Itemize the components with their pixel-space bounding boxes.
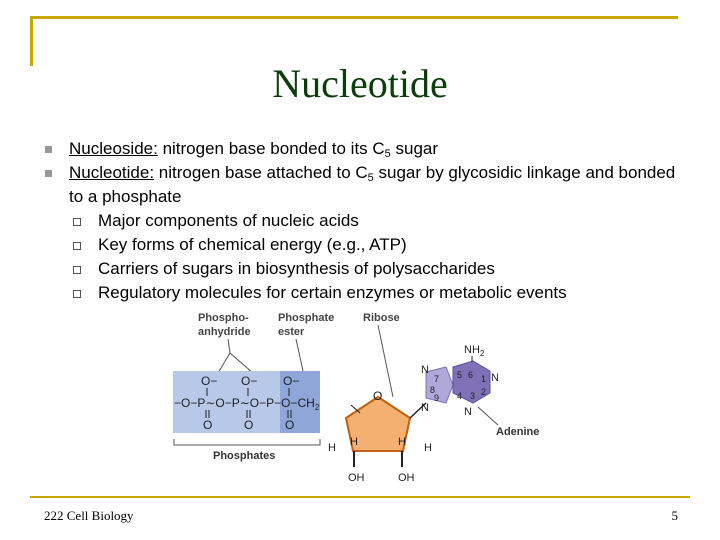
ring-number: 5 — [457, 370, 463, 380]
pointer-line — [378, 325, 393, 397]
slide-title: Nucleotide — [272, 61, 448, 106]
phosphate-chain: $-O-P\sim O-P\sim O-P-O-CH_2$ — [174, 396, 320, 412]
subbullet-item: Major components of nucleic acids — [44, 209, 694, 233]
label-phosphates: Phosphates — [213, 450, 276, 462]
pointer-line — [230, 353, 253, 373]
o-label: O — [244, 418, 254, 432]
subbullet-item: Regulatory molecules for certain enzymes or metabolic events — [44, 281, 694, 305]
subbullet-item: Carriers of sugars in biosynthesis of polysaccharides — [44, 257, 694, 281]
phosphates-bracket — [174, 439, 320, 445]
left-rule — [30, 16, 33, 66]
label-phosphate-ester: Phosphate — [278, 312, 335, 324]
footer-course: 222 Cell Biology — [44, 508, 134, 523]
bullet-nucleotide: Nucleotide: nitrogen base attached to $C_5$ sugar by glycosidic linkage and bonded to a phosphate — [44, 161, 694, 209]
nitrogen-label: N — [421, 402, 429, 414]
h-label: H — [398, 436, 406, 448]
oh-label: OH — [398, 472, 415, 484]
ring-number: 6 — [468, 370, 474, 380]
nitrogen-label: N — [491, 372, 499, 384]
label-adenine: Adenine — [496, 426, 540, 438]
oh-label: OH — [348, 472, 365, 484]
ring-number: 2 — [481, 387, 487, 397]
pointer-line — [218, 353, 230, 373]
o-label: O — [203, 418, 213, 432]
h-label: H — [424, 442, 432, 454]
label-ribose: Ribose — [363, 312, 400, 324]
pointer-line — [296, 339, 303, 371]
o-minus-label: O− — [241, 374, 258, 388]
h-label: H — [328, 442, 336, 454]
nh2-label: $NH_2$ — [464, 344, 485, 358]
ring-number: 7 — [434, 374, 440, 384]
subbullet-item: Key forms of chemical energy (e.g., ATP) — [44, 233, 694, 257]
pointer-line — [228, 339, 230, 353]
ring-number: 4 — [457, 391, 463, 401]
nitrogen-label: N — [421, 364, 429, 376]
page-number: 5 — [671, 508, 678, 523]
term-nucleotide: Nucleotide: — [69, 163, 155, 182]
o-minus-label: O− — [283, 374, 300, 388]
ring-number: 9 — [434, 393, 440, 403]
ring-oxygen: O — [373, 389, 383, 403]
ring-number: 3 — [470, 391, 476, 401]
nitrogen-label: N — [464, 406, 472, 418]
bullet-list — [44, 137, 694, 305]
label-phosphoanhydride: Phospho- — [198, 312, 249, 324]
ring-number: 1 — [481, 374, 487, 384]
label-phosphoanhydride-2: anhydride — [198, 326, 251, 338]
o-minus-label: O− — [201, 374, 218, 388]
ring-number: 8 — [430, 385, 436, 395]
bullet-nucleoside: Nucleoside: nitrogen base bonded to its $C_5$ sugar — [44, 137, 694, 161]
term-nucleoside: Nucleoside: — [69, 139, 158, 158]
bottom-rule — [30, 496, 690, 498]
top-rule — [30, 16, 678, 19]
o-label: O — [285, 418, 295, 432]
label-phosphate-ester-2: ester — [278, 326, 305, 338]
pointer-line — [478, 407, 498, 425]
atp-structure-diagram — [168, 305, 558, 490]
h-label: H — [350, 436, 358, 448]
